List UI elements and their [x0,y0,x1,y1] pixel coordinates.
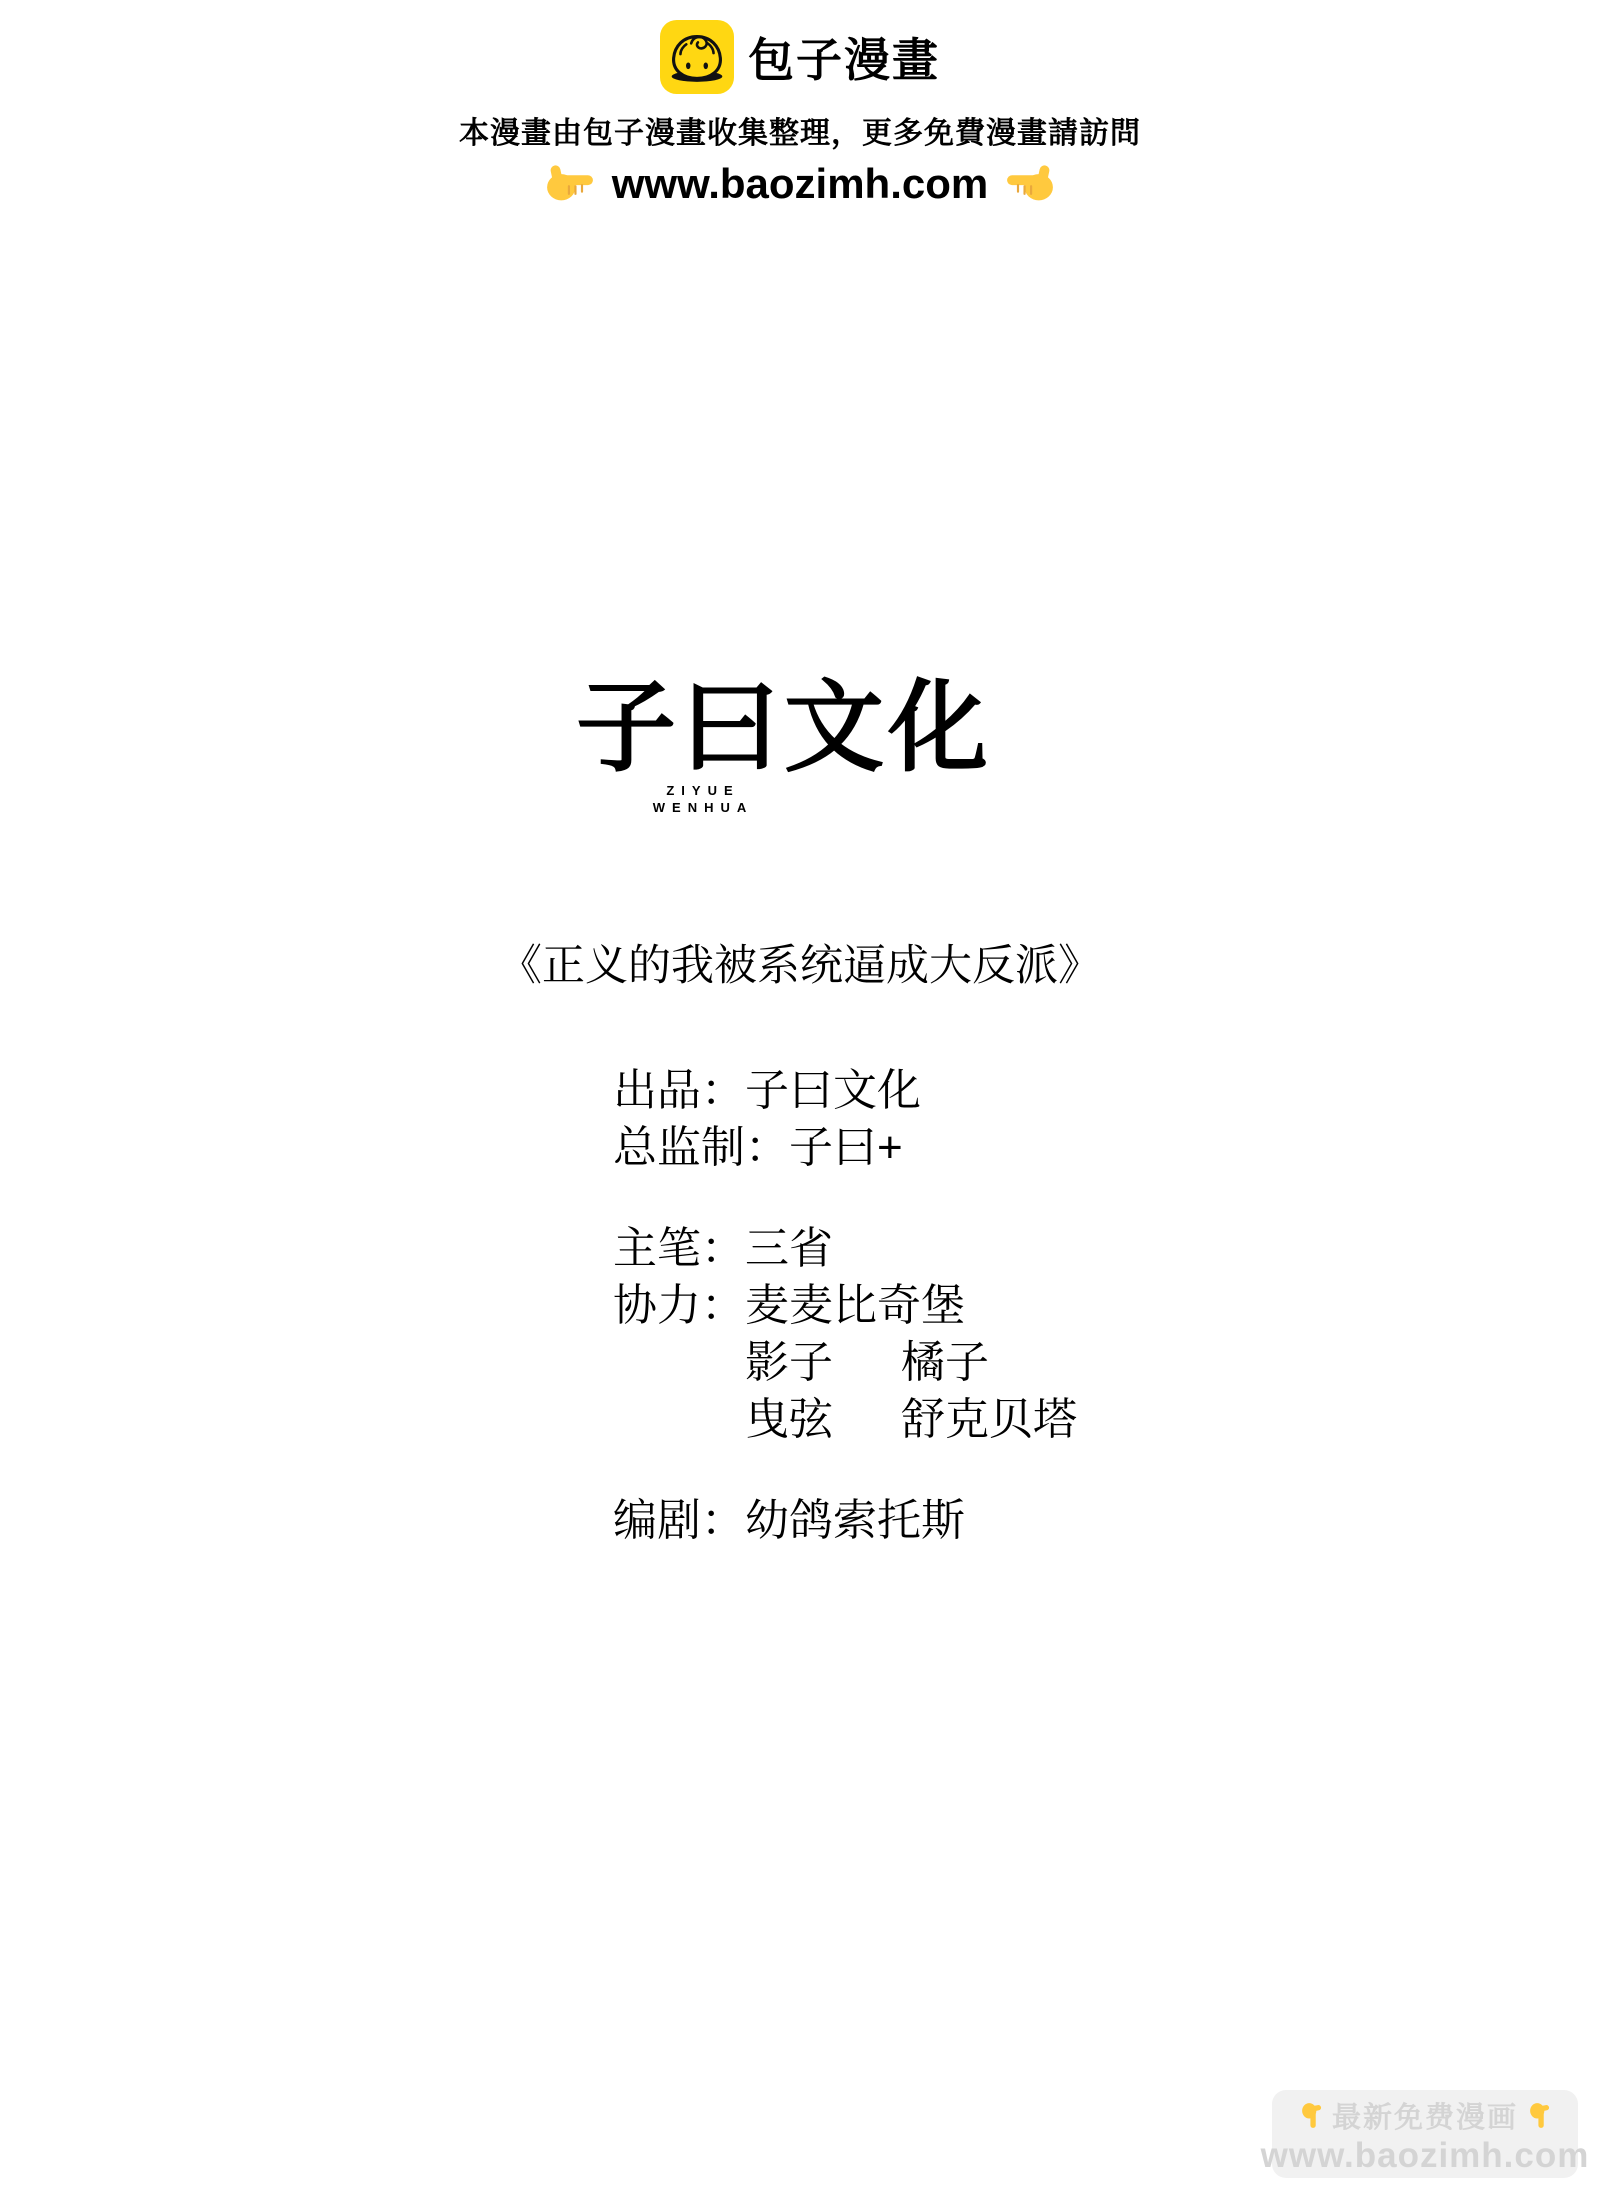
site-url: www.baozimh.com [611,160,989,207]
credit-row-producer [613,1062,1077,1119]
credit-label: 出品： [613,1066,745,1115]
studio-romanized-line1: ZIYUE [666,783,740,798]
credit-value: 麦麦比奇堡 [745,1281,965,1330]
credit-label: 总监制： [613,1123,789,1172]
watermark-badge[interactable] [1260,2090,1590,2178]
point-down-icon [1529,2103,1550,2129]
credit-row-screenwriter [613,1492,1077,1549]
credit-row-assistant-names [613,1391,1077,1448]
credit-row-supervisor [613,1119,1077,1176]
credit-value: 子曰文化 [745,1066,921,1115]
point-down-icon [1300,2103,1321,2129]
point-right-icon [546,165,594,203]
studio-romanized-line2: WENHUA [652,800,754,815]
studio-logo-text: 子曰文化 [576,672,992,784]
header [0,18,1600,208]
credit-value: 幼鸽索托斯 [745,1496,965,1545]
site-link[interactable] [546,160,1054,208]
watermark-row [1298,2095,1552,2136]
watermark-url: www.baozimh.com [1260,2136,1590,2175]
brand-name: 包子漫畫 [748,34,940,86]
baozi-logo-icon [660,20,734,94]
watermark-text: 最新免费漫画 [1331,2102,1518,2134]
brand-tagline: 本漫畫由包子漫畫收集整理，更多免費漫畫請訪問 [459,117,1141,150]
studio-logo [576,672,996,815]
credit-row-assistants [613,1277,1077,1334]
credit-name: 橘子 [901,1338,989,1387]
credit-row-lead-artist [613,1220,1077,1277]
point-left-icon [1006,165,1054,203]
studio-romanized [628,782,778,816]
credit-label: 协力： [613,1281,745,1330]
comic-title: 《正义的我被系统逼成大反派》 [499,942,1101,990]
credit-value: 子曰+ [789,1123,903,1172]
credits-block [613,1062,1077,1549]
credit-label: 主笔： [613,1224,745,1273]
credit-name: 舒克贝塔 [901,1395,1077,1444]
credit-name: 曳弦 [745,1395,833,1444]
brand-logo-row [660,18,940,96]
credit-value: 三省 [745,1224,833,1273]
credit-name: 影子 [745,1338,833,1387]
credit-label: 编剧： [613,1496,745,1545]
credit-row-assistant-names [613,1334,1077,1391]
